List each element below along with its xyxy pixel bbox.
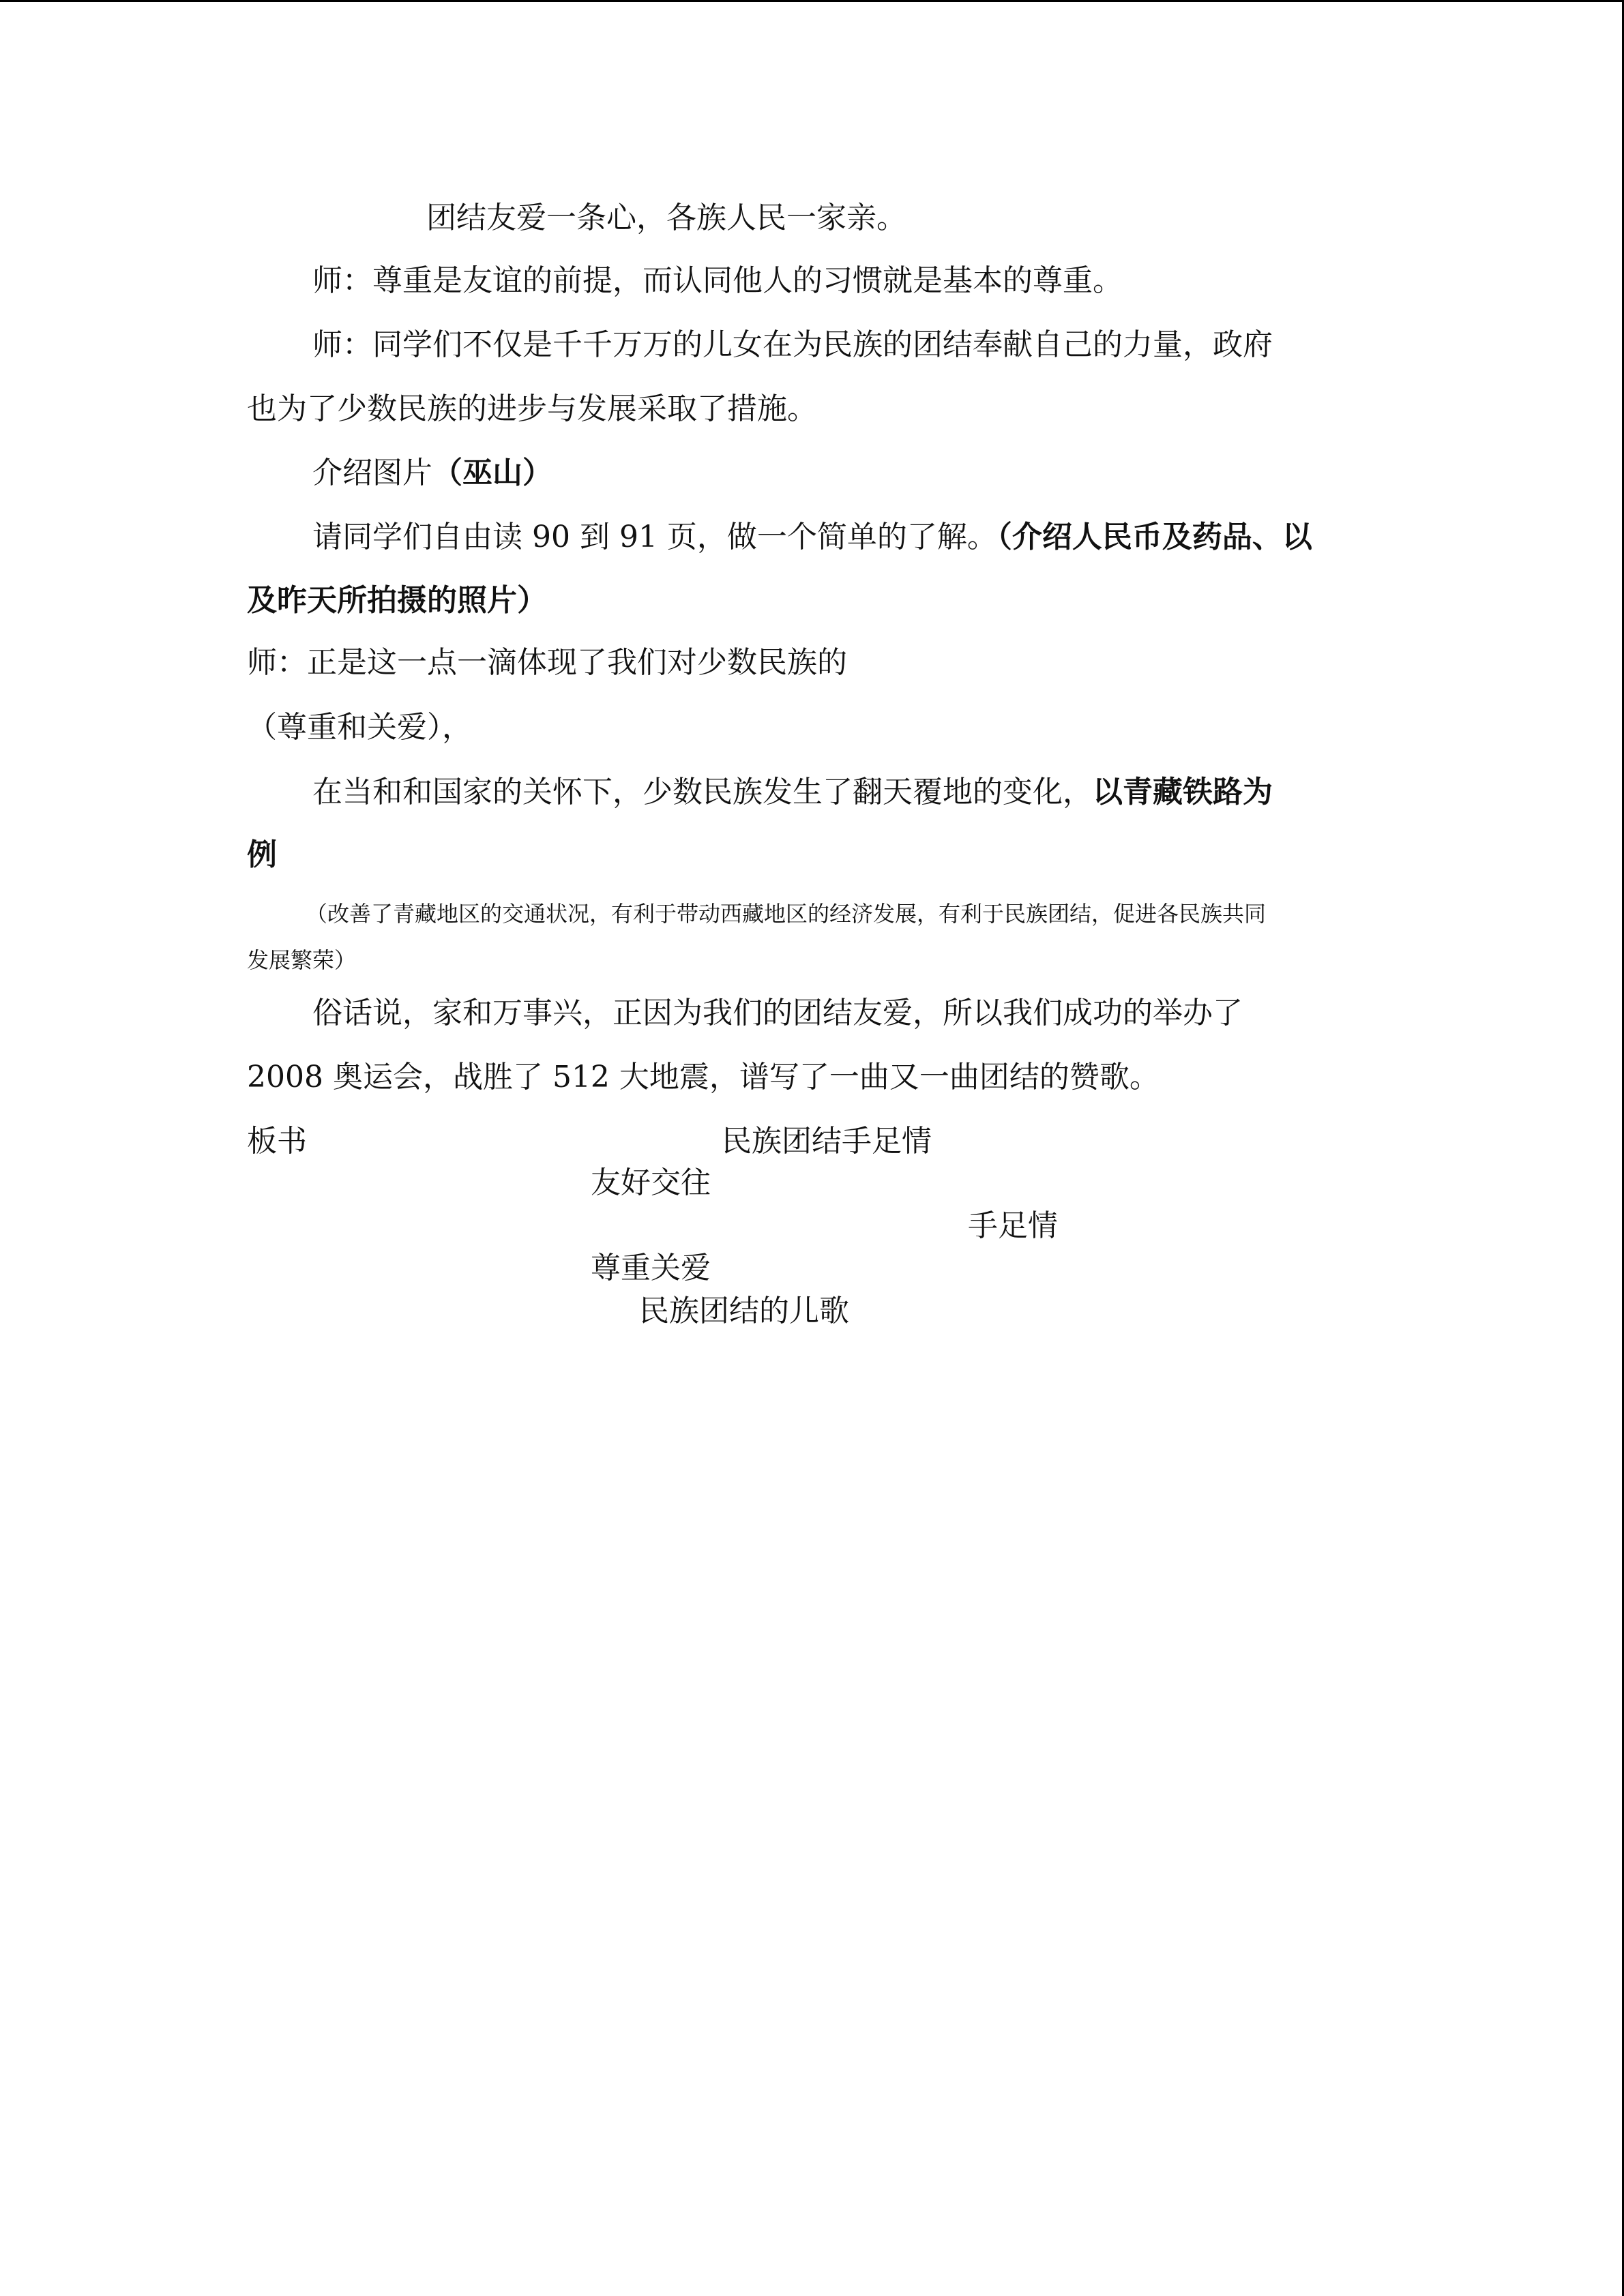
board-item: 友好交往	[591, 1165, 711, 1200]
text-line	[312, 518, 1312, 556]
text-line: 俗话说，家和万事兴，正因为我们的团结友爱，所以我们成功的举办了	[312, 996, 1243, 1030]
bold-text-run: （巫山）	[432, 456, 552, 490]
text-line: 团结友爱一条心，各族人民一家亲。	[426, 200, 906, 235]
bold-text-line: 及昨天所拍摄的照片）	[247, 583, 547, 618]
board-item: 民族团结的儿歌	[639, 1294, 849, 1328]
board-label: 板书	[247, 1124, 307, 1159]
board-item: 手足情	[968, 1208, 1058, 1243]
board-item: 尊重关爱	[591, 1251, 711, 1285]
text-run: 请同学们自由读 90 到 91 页，做一个简单的了解。	[312, 520, 997, 554]
text-line: 2008 奥运会，战胜了 512 大地震，谱写了一曲又一曲团结的赞歌。	[247, 1060, 1160, 1094]
board-title: 民族团结手足情	[722, 1124, 932, 1159]
bold-text-run: 以青藏铁路为	[1093, 775, 1273, 809]
text-line	[312, 454, 552, 492]
small-text-line: （改善了青藏地区的交通状况，有利于带动西藏地区的经济发展，有利于民族团结，促进各民族共同	[306, 901, 1267, 927]
text-line: 师：同学们不仅是千千万万的儿女在为民族的团结奉献自己的力量，政府	[312, 327, 1273, 362]
page-top-border	[0, 0, 1624, 2]
small-text-line: 发展繁荣）	[247, 947, 357, 973]
text-run: 在当和和国家的关怀下，少数民族发生了翻天覆地的变化，	[312, 775, 1093, 809]
bold-text-line: 例	[247, 837, 277, 872]
bold-text-run: （介绍人民币及药品、以	[996, 520, 1312, 554]
text-line	[312, 773, 1273, 811]
text-line: 师：尊重是友谊的前提，而认同他人的习惯就是基本的尊重。	[312, 263, 1123, 298]
text-line: 师：正是这一点一滴体现了我们对少数民族的	[247, 645, 847, 680]
text-run: 介绍图片	[312, 456, 432, 490]
text-line: 也为了少数民族的进步与发展采取了措施。	[247, 391, 817, 426]
text-line: （尊重和关爱），	[247, 710, 472, 745]
